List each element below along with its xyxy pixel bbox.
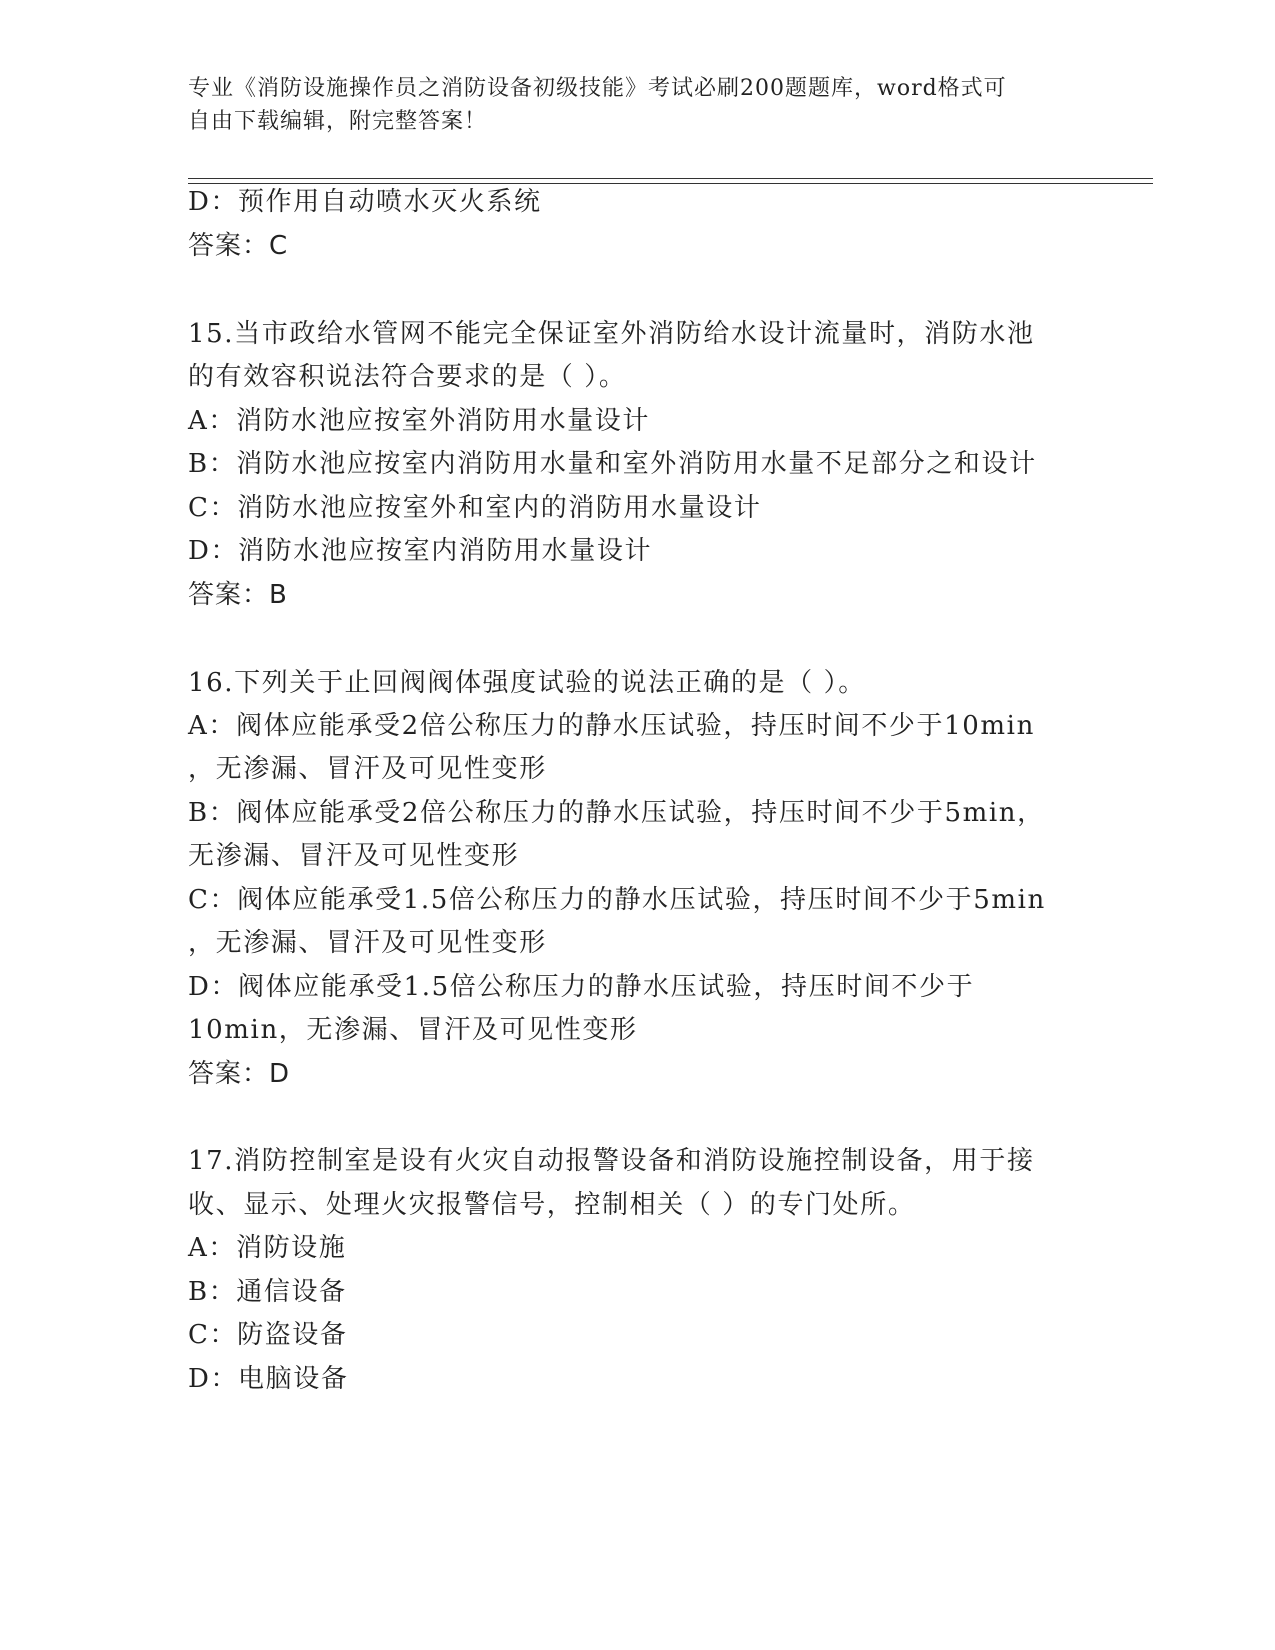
q15-answer: 答案：B — [188, 580, 288, 610]
header-title-line-2: 自由下载编辑，附完整答案！ — [188, 109, 488, 134]
q15-stem-line-2: 的有效容积说法符合要求的是（ ）。 — [188, 362, 627, 392]
q17-stem-line-1: 17.消防控制室是设有火灾自动报警设备和消防设施控制设备，用于接 — [188, 1146, 1035, 1176]
q17-option-d: D：电脑设备 — [188, 1364, 349, 1394]
q16-option-c-line-2: ，无渗漏、冒汗及可见性变形 — [188, 928, 547, 958]
q17-option-b: B：通信设备 — [188, 1277, 347, 1307]
q16-option-d-line-2: 10min，无渗漏、冒汗及可见性变形 — [188, 1015, 638, 1045]
q16-answer: 答案：D — [188, 1059, 291, 1089]
q15-option-d: D：消防水池应按室内消防用水量设计 — [188, 536, 653, 566]
q15-option-c: C：消防水池应按室外和室内的消防用水量设计 — [188, 493, 762, 523]
q15-option-a: A：消防水池应按室外消防用水量设计 — [188, 406, 650, 436]
q17-option-a: A：消防设施 — [188, 1233, 347, 1263]
q16-option-a-line-1: A：阀体应能承受2倍公称压力的静水压试验，持压时间不少于10min — [188, 711, 1035, 741]
q16-option-a-line-2: ，无渗漏、冒汗及可见性变形 — [188, 754, 547, 784]
header-title-line-1: 专业《消防设施操作员之消防设备初级技能》考试必刷200题题库，word格式可 — [188, 76, 1007, 101]
q16-option-d-line-1: D：阀体应能承受1.5倍公称压力的静水压试验，持压时间不少于 — [188, 972, 975, 1002]
prev-option-d: D：预作用自动喷水灭火系统 — [188, 187, 542, 217]
q17-stem-line-2: 收、显示、处理火灾报警信号，控制相关（ ）的专门处所。 — [188, 1190, 916, 1220]
q17-option-c: C：防盗设备 — [188, 1320, 348, 1350]
q16-stem: 16.下列关于止回阀阀体强度试验的说法正确的是（ ）。 — [188, 668, 866, 698]
prev-answer: 答案：C — [188, 231, 289, 261]
q15-option-b: B：消防水池应按室内消防用水量和室外消防用水量不足部分之和设计 — [188, 449, 1037, 479]
page-header — [188, 72, 1068, 138]
header-divider-top — [188, 178, 1153, 179]
q16-option-c-line-1: C：阀体应能承受1.5倍公称压力的静水压试验，持压时间不少于5min — [188, 885, 1046, 915]
q16-option-b-line-2: 无渗漏、冒汗及可见性变形 — [188, 841, 520, 871]
q15-stem-line-1: 15.当市政给水管网不能完全保证室外消防给水设计流量时，消防水池 — [188, 319, 1035, 349]
q16-option-b-line-1: B：阀体应能承受2倍公称压力的静水压试验，持压时间不少于5min， — [188, 798, 1045, 828]
